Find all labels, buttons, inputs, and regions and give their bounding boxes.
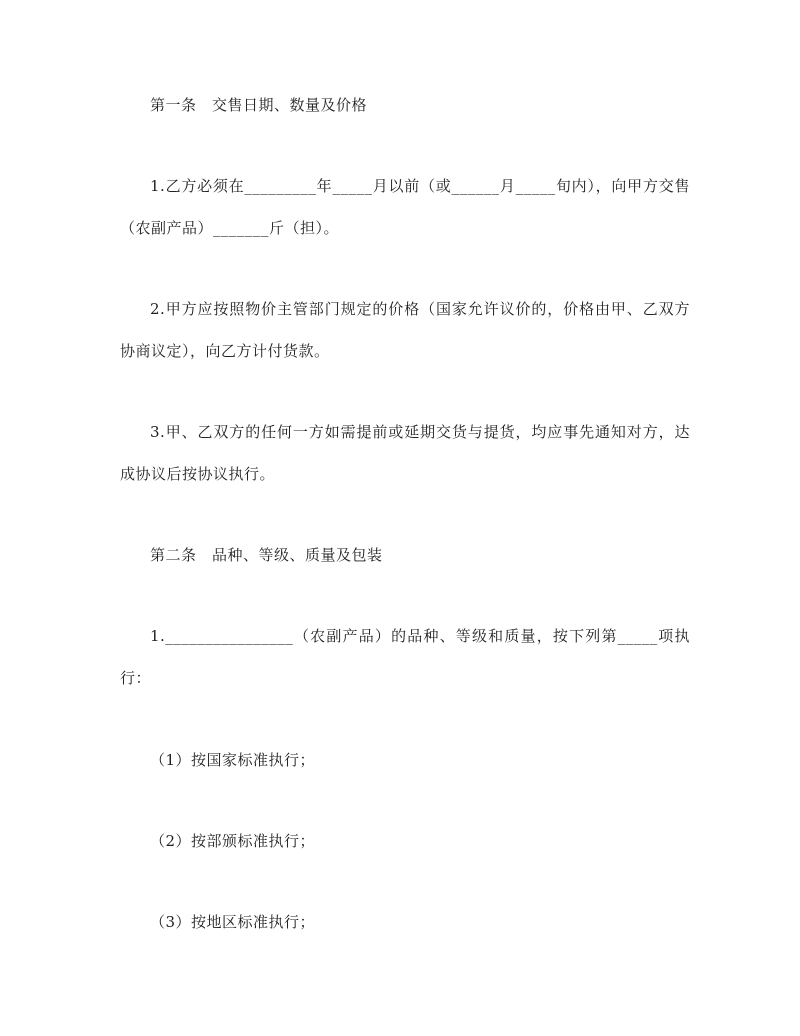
standard-option-2-ministry: （2）按部颁标准执行； bbox=[150, 832, 316, 850]
section-2-heading: 第二条 品种、等级、质量及包装 bbox=[150, 546, 383, 564]
standard-option-1-national: （1）按国家标准执行； bbox=[150, 751, 316, 769]
clause-1-2-price-payment: 2.甲方应按照物价主管部门规定的价格（国家允许议价的，价格由甲、乙双方协商议定），向乙方计付货款。 bbox=[120, 300, 690, 360]
clause-2-1-quality-standard: 1.________________（农副产品）的品种、等级和质量，按下列第_____项执行： bbox=[120, 627, 690, 687]
section-1-heading: 第一条 交售日期、数量及价格 bbox=[150, 96, 368, 114]
standard-option-3-regional: （3）按地区标准执行； bbox=[150, 913, 316, 931]
clause-1-3-early-or-delayed-delivery: 3.甲、乙双方的任何一方如需提前或延期交货与提货，均应事先通知对方，达成协议后按协议执行。 bbox=[120, 423, 690, 483]
clause-1-1-delivery-date: 1.乙方必须在_________年_____月以前（或______月_____旬内），向甲方交售（农副产品）_______斤（担）。 bbox=[120, 177, 690, 237]
